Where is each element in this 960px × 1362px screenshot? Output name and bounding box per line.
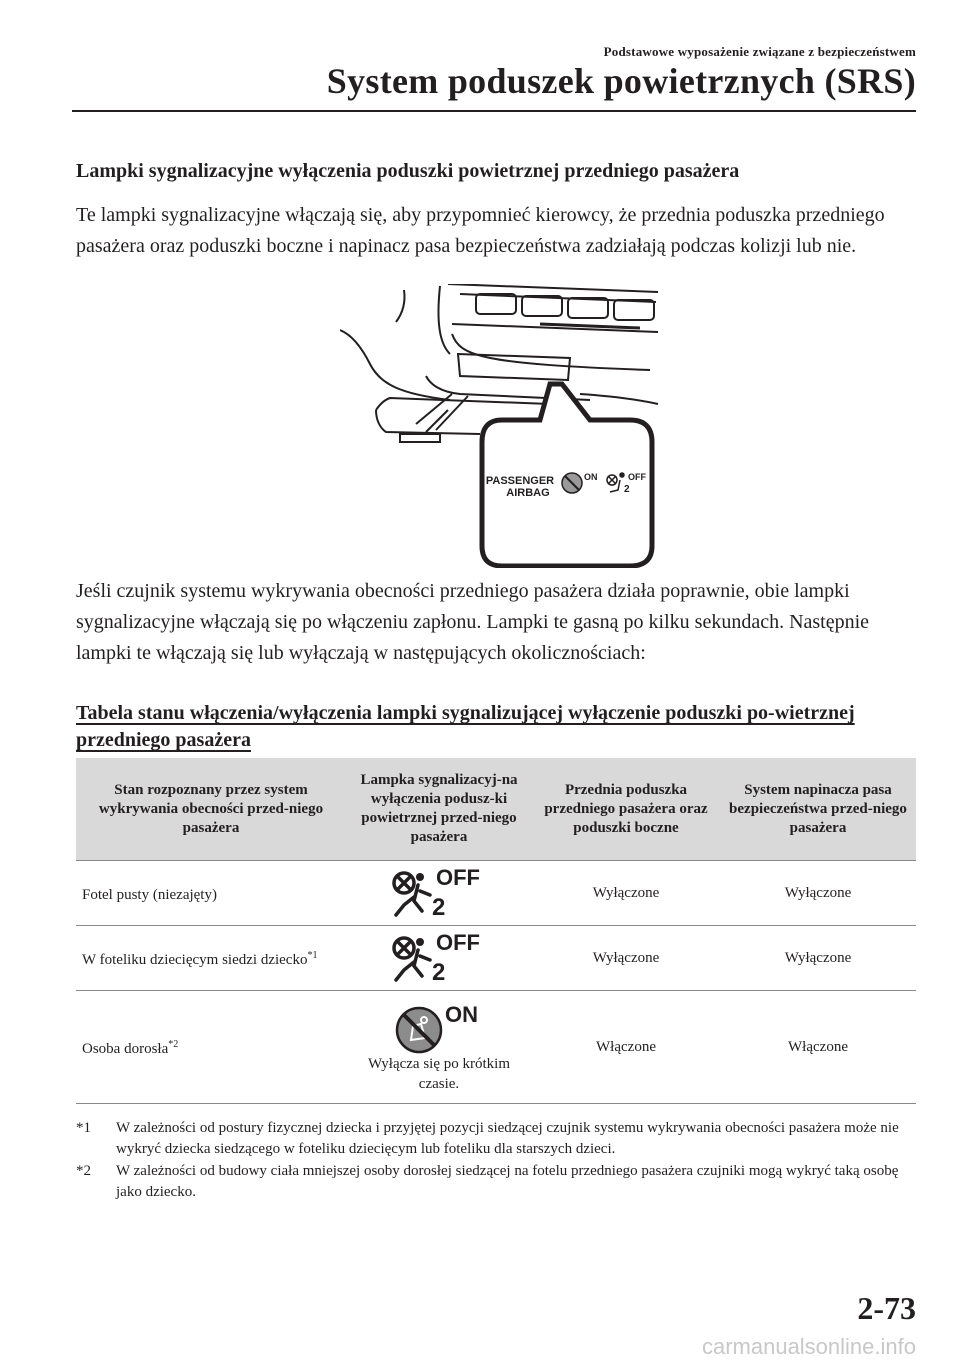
airbag-status-cell: Włączone bbox=[532, 991, 720, 1104]
svg-text:2: 2 bbox=[624, 484, 630, 495]
section-heading: Lampki sygnalizacyjne wyłączenia poduszki powietrznej przedniego pasażera bbox=[76, 160, 740, 182]
figure-label-line2: AIRBAG bbox=[506, 487, 550, 499]
svg-text:2: 2 bbox=[432, 959, 446, 984]
footnotes bbox=[76, 1118, 916, 1204]
figure-label-line1: PASSENGER bbox=[485, 475, 555, 487]
svg-text:ON: ON bbox=[445, 1002, 478, 1027]
dashboard-figure bbox=[340, 284, 660, 568]
state-cell: Fotel pusty (niezajęty) bbox=[76, 861, 346, 926]
footnote bbox=[76, 1161, 916, 1203]
dashboard-illustration bbox=[340, 284, 660, 568]
indicator-cell bbox=[346, 861, 532, 926]
table-header-state: Stan rozpoznany przez system wykrywania obecności przed-niego pasażera bbox=[76, 758, 346, 861]
pretensioner-status-cell: Wyłączone bbox=[720, 926, 916, 991]
footnote-text: W zależności od postury fizycznej dziecka i przyjętej pozycji siedzącej czujnik systemu wykrywania obecności pasażera może nie wykryć dziecka siedzącego w foteliku dziecięcym lub foteliku dla starszych dzieci. bbox=[116, 1120, 899, 1157]
svg-text:OFF: OFF bbox=[628, 472, 646, 482]
pretensioner-status-cell: Wyłączone bbox=[720, 861, 916, 926]
table-header-pretensioner: System napinacza pasa bezpieczeństwa przed-niego pasażera bbox=[720, 758, 916, 861]
table-row bbox=[76, 861, 916, 926]
watermark: carmanualsonline.info bbox=[701, 1334, 916, 1359]
header-rule bbox=[72, 110, 916, 112]
table-header-airbag: Przednia poduszka przedniego pasażera oraz poduszki boczne bbox=[532, 758, 720, 861]
state-cell: Osoba dorosła$^{*2}$ bbox=[76, 991, 346, 1104]
svg-text:ON: ON bbox=[584, 472, 598, 482]
airbag-off-indicator-icon bbox=[384, 867, 494, 919]
footnote-mark: *2 bbox=[76, 1163, 91, 1179]
page-title: System poduszek powietrznych (SRS) bbox=[326, 61, 916, 101]
footnote-text: W zależności od budowy ciała mniejszej osoby dorosłej siedzącej na fotelu przedniego pasażera czujniki mogą wykryć taką osobę jako dziecko. bbox=[116, 1163, 899, 1200]
state-cell: W foteliku dziecięcym siedzi dziecko$^{*1}$ bbox=[76, 926, 346, 991]
indicator-cell bbox=[346, 991, 532, 1104]
table-header-indicator: Lampka sygnalizacyj-na wyłączenia podusz-ki powietrznej przed-niego pasażera bbox=[346, 758, 532, 861]
airbag-status-cell: Wyłączone bbox=[532, 861, 720, 926]
svg-text:OFF: OFF bbox=[436, 867, 480, 890]
indicator-note: Wyłącza się po krótkim czasie. bbox=[368, 1056, 510, 1092]
airbag-status-cell: Wyłączone bbox=[532, 926, 720, 991]
body-paragraph: Jeśli czujnik systemu wykrywania obecności przedniego pasażera działa poprawnie, obie lampki sygnalizacyjne włączają się po włączeniu zapłonu. Lampki te gasną po kilku sekundach. Następnie lampki te włączają się lub wyłączają w następujących okolicznościach: bbox=[76, 580, 870, 664]
svg-text:OFF: OFF bbox=[436, 932, 480, 955]
airbag-off-indicator-icon bbox=[384, 932, 494, 984]
footnote-mark: *1 bbox=[76, 1120, 91, 1136]
airbag-on-indicator-icon bbox=[391, 1000, 487, 1054]
table-title: Tabela stanu włączenia/wyłączenia lampki sygnalizującej wyłączenie poduszki po-wietrznej przedniego pasażera bbox=[76, 702, 855, 751]
footnote bbox=[76, 1118, 916, 1160]
pretensioner-status-cell: Włączone bbox=[720, 991, 916, 1104]
table-header-row bbox=[76, 758, 916, 861]
page-number: 2-73 bbox=[857, 1290, 916, 1326]
table-row bbox=[76, 991, 916, 1104]
indicator-cell bbox=[346, 926, 532, 991]
intro-paragraph: Te lampki sygnalizacyjne włączają się, aby przypomnieć kierowcy, że przednia poduszka przedniego pasażera oraz poduszki boczne i napinacz pasa bezpieczeństwa zadziałają podczas kolizji lub nie. bbox=[76, 204, 885, 257]
header-subtitle: Podstawowe wyposażenie związane z bezpieczeństwem bbox=[603, 44, 916, 59]
svg-text:2: 2 bbox=[432, 894, 446, 919]
status-table bbox=[76, 758, 916, 1104]
table-row bbox=[76, 926, 916, 991]
